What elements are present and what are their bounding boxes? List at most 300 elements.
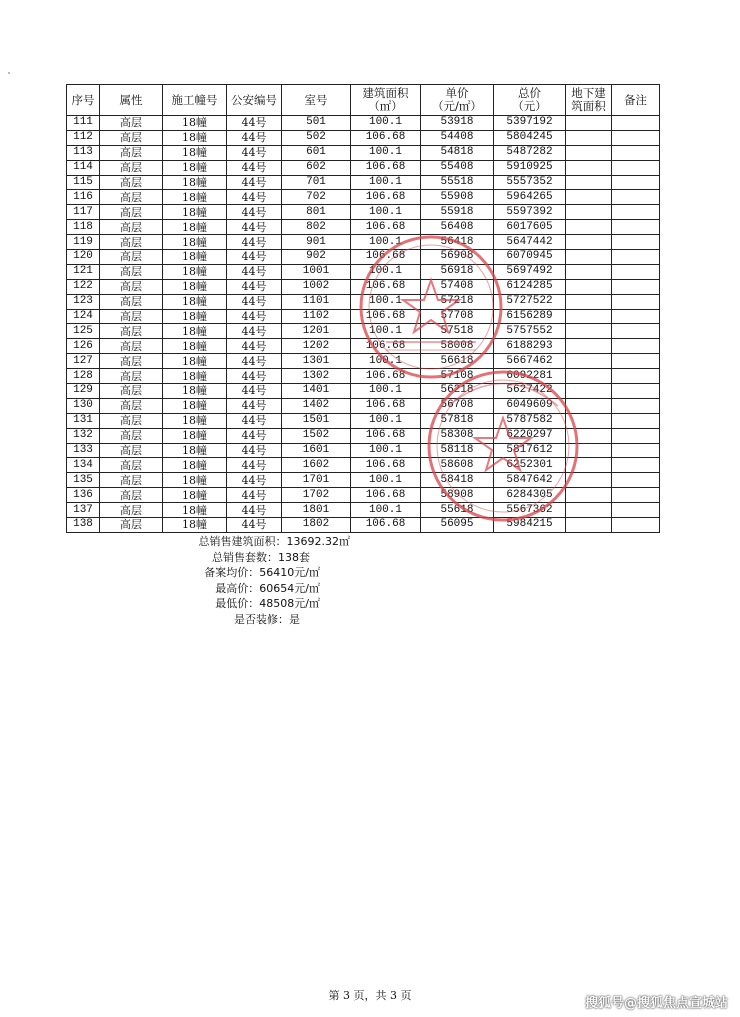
summary-avg-price: 备案均价：56410元/㎡ bbox=[204, 566, 320, 579]
table-cell: 1101 bbox=[282, 294, 351, 309]
table-cell: 1602 bbox=[282, 458, 351, 473]
table-cell: 702 bbox=[282, 190, 351, 205]
table-cell: 44号 bbox=[227, 458, 282, 473]
table-cell: 44号 bbox=[227, 190, 282, 205]
table-cell bbox=[612, 235, 660, 250]
table-cell: 901 bbox=[282, 235, 351, 250]
table-cell: 6049609 bbox=[494, 398, 566, 413]
table-cell: 44号 bbox=[227, 309, 282, 324]
table-cell: 高层 bbox=[100, 503, 163, 518]
table-cell: 6070945 bbox=[494, 250, 566, 265]
table-cell bbox=[566, 518, 612, 533]
table-cell: 44号 bbox=[227, 250, 282, 265]
table-cell: 高层 bbox=[100, 160, 163, 175]
table-cell bbox=[566, 339, 612, 354]
column-header: 建筑面积 （㎡） bbox=[351, 85, 421, 116]
table-cell: 44号 bbox=[227, 339, 282, 354]
table-cell bbox=[612, 294, 660, 309]
table-row bbox=[67, 130, 660, 145]
table-cell: 56218 bbox=[421, 384, 494, 399]
table-cell bbox=[566, 145, 612, 160]
table-cell: 18幢 bbox=[163, 264, 227, 279]
table-cell: 5847642 bbox=[494, 473, 566, 488]
table-cell: 55918 bbox=[421, 205, 494, 220]
table-cell bbox=[566, 220, 612, 235]
table-cell bbox=[612, 503, 660, 518]
table-cell: 53918 bbox=[421, 116, 494, 131]
table-row bbox=[67, 428, 660, 443]
summary-decorated: 是否装修：是 bbox=[234, 612, 300, 626]
table-cell: 5817612 bbox=[494, 443, 566, 458]
table-cell: 120 bbox=[67, 250, 100, 265]
table-cell: 高层 bbox=[100, 428, 163, 443]
table-cell: 1301 bbox=[282, 354, 351, 369]
table-cell: 高层 bbox=[100, 369, 163, 384]
table-cell: 18幢 bbox=[163, 384, 227, 399]
table-cell: 高层 bbox=[100, 250, 163, 265]
table-body bbox=[67, 116, 660, 533]
table-cell: 高层 bbox=[100, 488, 163, 503]
table-cell bbox=[612, 413, 660, 428]
table-cell: 5787582 bbox=[494, 413, 566, 428]
table-cell bbox=[566, 443, 612, 458]
table-cell: 118 bbox=[67, 220, 100, 235]
table-cell: 44号 bbox=[227, 384, 282, 399]
table-cell: 131 bbox=[67, 413, 100, 428]
table-cell: 5964265 bbox=[494, 190, 566, 205]
table-row bbox=[67, 235, 660, 250]
table-row bbox=[67, 309, 660, 324]
table-cell: 58908 bbox=[421, 488, 494, 503]
table-cell bbox=[566, 384, 612, 399]
table-row bbox=[67, 220, 660, 235]
table-cell: 100.1 bbox=[351, 384, 421, 399]
table-cell bbox=[612, 116, 660, 131]
table-cell: 56708 bbox=[421, 398, 494, 413]
table-row bbox=[67, 279, 660, 294]
table-cell: 高层 bbox=[100, 279, 163, 294]
table-row bbox=[67, 294, 660, 309]
summary-max-price: 最高价：60654元/㎡ bbox=[215, 581, 320, 595]
table-cell: 44号 bbox=[227, 279, 282, 294]
table-cell: 高层 bbox=[100, 175, 163, 190]
table-cell: 56095 bbox=[421, 518, 494, 533]
table-cell: 高层 bbox=[100, 354, 163, 369]
table-cell: 58308 bbox=[421, 428, 494, 443]
table-cell bbox=[566, 503, 612, 518]
table-cell: 134 bbox=[67, 458, 100, 473]
table-cell bbox=[612, 488, 660, 503]
table-cell bbox=[612, 220, 660, 235]
table-cell: 44号 bbox=[227, 145, 282, 160]
table-cell: 601 bbox=[282, 145, 351, 160]
table-cell: 18幢 bbox=[163, 458, 227, 473]
table-cell: 18幢 bbox=[163, 145, 227, 160]
table-cell: 6156289 bbox=[494, 309, 566, 324]
table-cell: 高层 bbox=[100, 324, 163, 339]
table-row bbox=[67, 190, 660, 205]
table-cell: 6092281 bbox=[494, 369, 566, 384]
table-cell bbox=[612, 130, 660, 145]
table-cell: 高层 bbox=[100, 384, 163, 399]
table-row bbox=[67, 339, 660, 354]
table-cell bbox=[612, 398, 660, 413]
table-row bbox=[67, 145, 660, 160]
table-cell bbox=[566, 235, 612, 250]
table-cell: 18幢 bbox=[163, 473, 227, 488]
table-cell: 126 bbox=[67, 339, 100, 354]
table-cell: 138 bbox=[67, 518, 100, 533]
table-cell: 106.68 bbox=[351, 130, 421, 145]
table-cell: 高层 bbox=[100, 116, 163, 131]
table-cell: 54818 bbox=[421, 145, 494, 160]
table-cell: 117 bbox=[67, 205, 100, 220]
table-cell: 高层 bbox=[100, 339, 163, 354]
column-header: 施工幢号 bbox=[163, 85, 227, 116]
table-cell: 高层 bbox=[100, 130, 163, 145]
table-cell: 5627422 bbox=[494, 384, 566, 399]
table-cell: 113 bbox=[67, 145, 100, 160]
table-cell bbox=[566, 116, 612, 131]
table-cell bbox=[612, 428, 660, 443]
table-cell: 5697492 bbox=[494, 264, 566, 279]
table-cell: 44号 bbox=[227, 443, 282, 458]
table-row bbox=[67, 503, 660, 518]
table-cell: 106.68 bbox=[351, 160, 421, 175]
table-cell: 1001 bbox=[282, 264, 351, 279]
table-cell: 高层 bbox=[100, 458, 163, 473]
table-cell: 高层 bbox=[100, 473, 163, 488]
table-cell: 106.68 bbox=[351, 369, 421, 384]
table-cell bbox=[612, 324, 660, 339]
table-cell: 18幢 bbox=[163, 250, 227, 265]
table-cell: 44号 bbox=[227, 398, 282, 413]
table-cell: 18幢 bbox=[163, 443, 227, 458]
table-cell: 44号 bbox=[227, 130, 282, 145]
table-cell: 106.68 bbox=[351, 250, 421, 265]
table-cell: 1002 bbox=[282, 279, 351, 294]
table-cell: 58608 bbox=[421, 458, 494, 473]
table-cell: 18幢 bbox=[163, 175, 227, 190]
table-cell: 44号 bbox=[227, 324, 282, 339]
table-cell bbox=[566, 398, 612, 413]
table-cell: 18幢 bbox=[163, 398, 227, 413]
table-cell bbox=[566, 309, 612, 324]
table-cell: 57518 bbox=[421, 324, 494, 339]
table-cell: 100.1 bbox=[351, 413, 421, 428]
table-row bbox=[67, 518, 660, 533]
table-cell: 44号 bbox=[227, 413, 282, 428]
table-cell bbox=[566, 473, 612, 488]
table-cell: 106.68 bbox=[351, 339, 421, 354]
table-cell: 56918 bbox=[421, 264, 494, 279]
table-cell bbox=[612, 339, 660, 354]
table-cell bbox=[566, 369, 612, 384]
table-cell: 44号 bbox=[227, 116, 282, 131]
table-cell bbox=[566, 250, 612, 265]
table-cell bbox=[566, 130, 612, 145]
table-cell: 56908 bbox=[421, 250, 494, 265]
page-footer: 第 3 页，共 3 页 bbox=[328, 989, 412, 1002]
table-cell: 106.68 bbox=[351, 190, 421, 205]
table-cell: 1401 bbox=[282, 384, 351, 399]
table-cell: 44号 bbox=[227, 205, 282, 220]
table-cell: 1201 bbox=[282, 324, 351, 339]
table-cell: 100.1 bbox=[351, 503, 421, 518]
table-row bbox=[67, 324, 660, 339]
table-cell: 44号 bbox=[227, 220, 282, 235]
table-cell: 106.68 bbox=[351, 398, 421, 413]
table-cell: 701 bbox=[282, 175, 351, 190]
table-cell: 5647442 bbox=[494, 235, 566, 250]
table-cell: 112 bbox=[67, 130, 100, 145]
table-cell: 122 bbox=[67, 279, 100, 294]
table-cell: 1501 bbox=[282, 413, 351, 428]
table-cell bbox=[566, 279, 612, 294]
sales-summary bbox=[170, 534, 350, 627]
table-cell: 54408 bbox=[421, 130, 494, 145]
table-cell: 55408 bbox=[421, 160, 494, 175]
table-cell: 106.68 bbox=[351, 488, 421, 503]
table-cell: 6124285 bbox=[494, 279, 566, 294]
table-row bbox=[67, 413, 660, 428]
table-cell: 6188293 bbox=[494, 339, 566, 354]
table-cell bbox=[612, 264, 660, 279]
table-cell bbox=[612, 250, 660, 265]
table-cell: 18幢 bbox=[163, 220, 227, 235]
table-row bbox=[67, 205, 660, 220]
table-cell: 106.68 bbox=[351, 458, 421, 473]
table-cell: 高层 bbox=[100, 145, 163, 160]
table-row bbox=[67, 160, 660, 175]
table-cell: 57708 bbox=[421, 309, 494, 324]
table-cell: 106.68 bbox=[351, 518, 421, 533]
summary-total-units: 总销售套数：138套 bbox=[212, 550, 310, 564]
table-cell: 115 bbox=[67, 175, 100, 190]
table-cell: 58418 bbox=[421, 473, 494, 488]
table-cell: 6220297 bbox=[494, 428, 566, 443]
table-cell bbox=[566, 205, 612, 220]
table-cell: 44号 bbox=[227, 175, 282, 190]
table-cell bbox=[612, 145, 660, 160]
table-cell: 18幢 bbox=[163, 488, 227, 503]
table-row bbox=[67, 473, 660, 488]
table-cell: 18幢 bbox=[163, 324, 227, 339]
table-cell: 18幢 bbox=[163, 116, 227, 131]
table-cell: 57218 bbox=[421, 294, 494, 309]
table-cell: 502 bbox=[282, 130, 351, 145]
table-cell bbox=[566, 160, 612, 175]
column-header: 总价 （元） bbox=[494, 85, 566, 116]
table-cell: 高层 bbox=[100, 205, 163, 220]
table-cell: 114 bbox=[67, 160, 100, 175]
summary-total-area: 总销售建筑面积：13692.32㎡ bbox=[198, 535, 350, 548]
table-cell: 100.1 bbox=[351, 354, 421, 369]
table-cell bbox=[612, 205, 660, 220]
table-cell: 106.68 bbox=[351, 279, 421, 294]
column-header: 室号 bbox=[282, 85, 351, 116]
table-cell bbox=[612, 458, 660, 473]
table-cell: 127 bbox=[67, 354, 100, 369]
table-cell: 高层 bbox=[100, 220, 163, 235]
table-cell: 58118 bbox=[421, 443, 494, 458]
table-cell bbox=[612, 354, 660, 369]
column-header: 单价 （元/㎡） bbox=[421, 85, 494, 116]
table-cell: 44号 bbox=[227, 294, 282, 309]
table-cell: 5567362 bbox=[494, 503, 566, 518]
column-header: 备注 bbox=[612, 85, 660, 116]
table-cell bbox=[612, 279, 660, 294]
table-cell: 802 bbox=[282, 220, 351, 235]
table-cell: 1601 bbox=[282, 443, 351, 458]
table-cell: 5597392 bbox=[494, 205, 566, 220]
table-row bbox=[67, 488, 660, 503]
table-cell: 高层 bbox=[100, 518, 163, 533]
table-cell: 100.1 bbox=[351, 175, 421, 190]
table-cell: 高层 bbox=[100, 398, 163, 413]
table-cell: 602 bbox=[282, 160, 351, 175]
table-cell: 100.1 bbox=[351, 264, 421, 279]
table-cell: 6252301 bbox=[494, 458, 566, 473]
table-cell bbox=[566, 354, 612, 369]
table-cell: 44号 bbox=[227, 503, 282, 518]
table-cell: 18幢 bbox=[163, 309, 227, 324]
table-cell: 801 bbox=[282, 205, 351, 220]
table-cell: 18幢 bbox=[163, 235, 227, 250]
table-cell: 125 bbox=[67, 324, 100, 339]
table-cell: 44号 bbox=[227, 160, 282, 175]
table-cell: 18幢 bbox=[163, 503, 227, 518]
table-cell: 1202 bbox=[282, 339, 351, 354]
table-cell: 5397192 bbox=[494, 116, 566, 131]
table-cell: 1502 bbox=[282, 428, 351, 443]
scan-speck bbox=[8, 72, 10, 74]
table-cell: 130 bbox=[67, 398, 100, 413]
table-cell: 44号 bbox=[227, 235, 282, 250]
table-cell: 1102 bbox=[282, 309, 351, 324]
column-header: 地下建 筑面积 bbox=[566, 85, 612, 116]
table-cell: 133 bbox=[67, 443, 100, 458]
table-cell: 5757552 bbox=[494, 324, 566, 339]
table-cell: 18幢 bbox=[163, 190, 227, 205]
table-cell bbox=[566, 324, 612, 339]
column-header: 序号 bbox=[67, 85, 100, 116]
table-row bbox=[67, 354, 660, 369]
table-cell: 1701 bbox=[282, 473, 351, 488]
table-cell: 高层 bbox=[100, 309, 163, 324]
table-cell: 56418 bbox=[421, 235, 494, 250]
table-cell: 18幢 bbox=[163, 413, 227, 428]
table-cell: 116 bbox=[67, 190, 100, 205]
table-row bbox=[67, 175, 660, 190]
table-cell: 100.1 bbox=[351, 473, 421, 488]
table-cell: 5667462 bbox=[494, 354, 566, 369]
table-cell: 111 bbox=[67, 116, 100, 131]
table-cell bbox=[566, 458, 612, 473]
table-cell: 5557352 bbox=[494, 175, 566, 190]
table-cell: 18幢 bbox=[163, 294, 227, 309]
summary-min-price: 最低价：48508元/㎡ bbox=[215, 597, 320, 610]
table-cell: 902 bbox=[282, 250, 351, 265]
column-header: 公安编号 bbox=[227, 85, 282, 116]
table-cell: 44号 bbox=[227, 428, 282, 443]
table-cell: 18幢 bbox=[163, 369, 227, 384]
table-cell: 18幢 bbox=[163, 205, 227, 220]
table-cell: 高层 bbox=[100, 190, 163, 205]
table-cell: 1402 bbox=[282, 398, 351, 413]
table-row bbox=[67, 250, 660, 265]
table-cell: 106.68 bbox=[351, 428, 421, 443]
table-cell: 5727522 bbox=[494, 294, 566, 309]
table-cell: 1702 bbox=[282, 488, 351, 503]
table-cell: 137 bbox=[67, 503, 100, 518]
table-cell: 18幢 bbox=[163, 160, 227, 175]
table-cell: 高层 bbox=[100, 294, 163, 309]
table-cell: 6017605 bbox=[494, 220, 566, 235]
table-cell: 123 bbox=[67, 294, 100, 309]
table-cell: 106.68 bbox=[351, 309, 421, 324]
table-cell: 119 bbox=[67, 235, 100, 250]
table-cell: 100.1 bbox=[351, 324, 421, 339]
table-row bbox=[67, 398, 660, 413]
table-row bbox=[67, 443, 660, 458]
table-cell: 18幢 bbox=[163, 428, 227, 443]
table-cell: 132 bbox=[67, 428, 100, 443]
table-cell: 57818 bbox=[421, 413, 494, 428]
table-cell bbox=[566, 294, 612, 309]
table-cell: 128 bbox=[67, 369, 100, 384]
table-cell: 18幢 bbox=[163, 354, 227, 369]
table-cell: 高层 bbox=[100, 413, 163, 428]
table-cell: 100.1 bbox=[351, 205, 421, 220]
table-cell bbox=[566, 413, 612, 428]
table-cell: 129 bbox=[67, 384, 100, 399]
table-cell bbox=[612, 473, 660, 488]
table-cell: 100.1 bbox=[351, 443, 421, 458]
table-cell: 55518 bbox=[421, 175, 494, 190]
table-cell: 100.1 bbox=[351, 235, 421, 250]
table-cell: 57408 bbox=[421, 279, 494, 294]
table-cell: 136 bbox=[67, 488, 100, 503]
table-cell bbox=[612, 518, 660, 533]
table-cell: 106.68 bbox=[351, 220, 421, 235]
table-cell: 18幢 bbox=[163, 518, 227, 533]
table-cell: 5910925 bbox=[494, 160, 566, 175]
table-cell bbox=[566, 488, 612, 503]
table-cell: 55618 bbox=[421, 503, 494, 518]
table-cell: 501 bbox=[282, 116, 351, 131]
table-row bbox=[67, 458, 660, 473]
table-row bbox=[67, 264, 660, 279]
table-cell: 121 bbox=[67, 264, 100, 279]
table-cell bbox=[612, 384, 660, 399]
table-cell: 100.1 bbox=[351, 116, 421, 131]
source-watermark: 搜狐号@搜狐焦点宣城站 bbox=[584, 996, 728, 1011]
table-cell: 124 bbox=[67, 309, 100, 324]
table-cell: 6284305 bbox=[494, 488, 566, 503]
table-cell: 44号 bbox=[227, 264, 282, 279]
table-cell: 1801 bbox=[282, 503, 351, 518]
table-cell: 58008 bbox=[421, 339, 494, 354]
table-cell: 100.1 bbox=[351, 294, 421, 309]
table-cell: 44号 bbox=[227, 354, 282, 369]
table-cell: 18幢 bbox=[163, 339, 227, 354]
table-cell: 高层 bbox=[100, 235, 163, 250]
table-cell: 56618 bbox=[421, 354, 494, 369]
table-cell bbox=[612, 160, 660, 175]
table-row bbox=[67, 116, 660, 131]
table-cell bbox=[612, 190, 660, 205]
